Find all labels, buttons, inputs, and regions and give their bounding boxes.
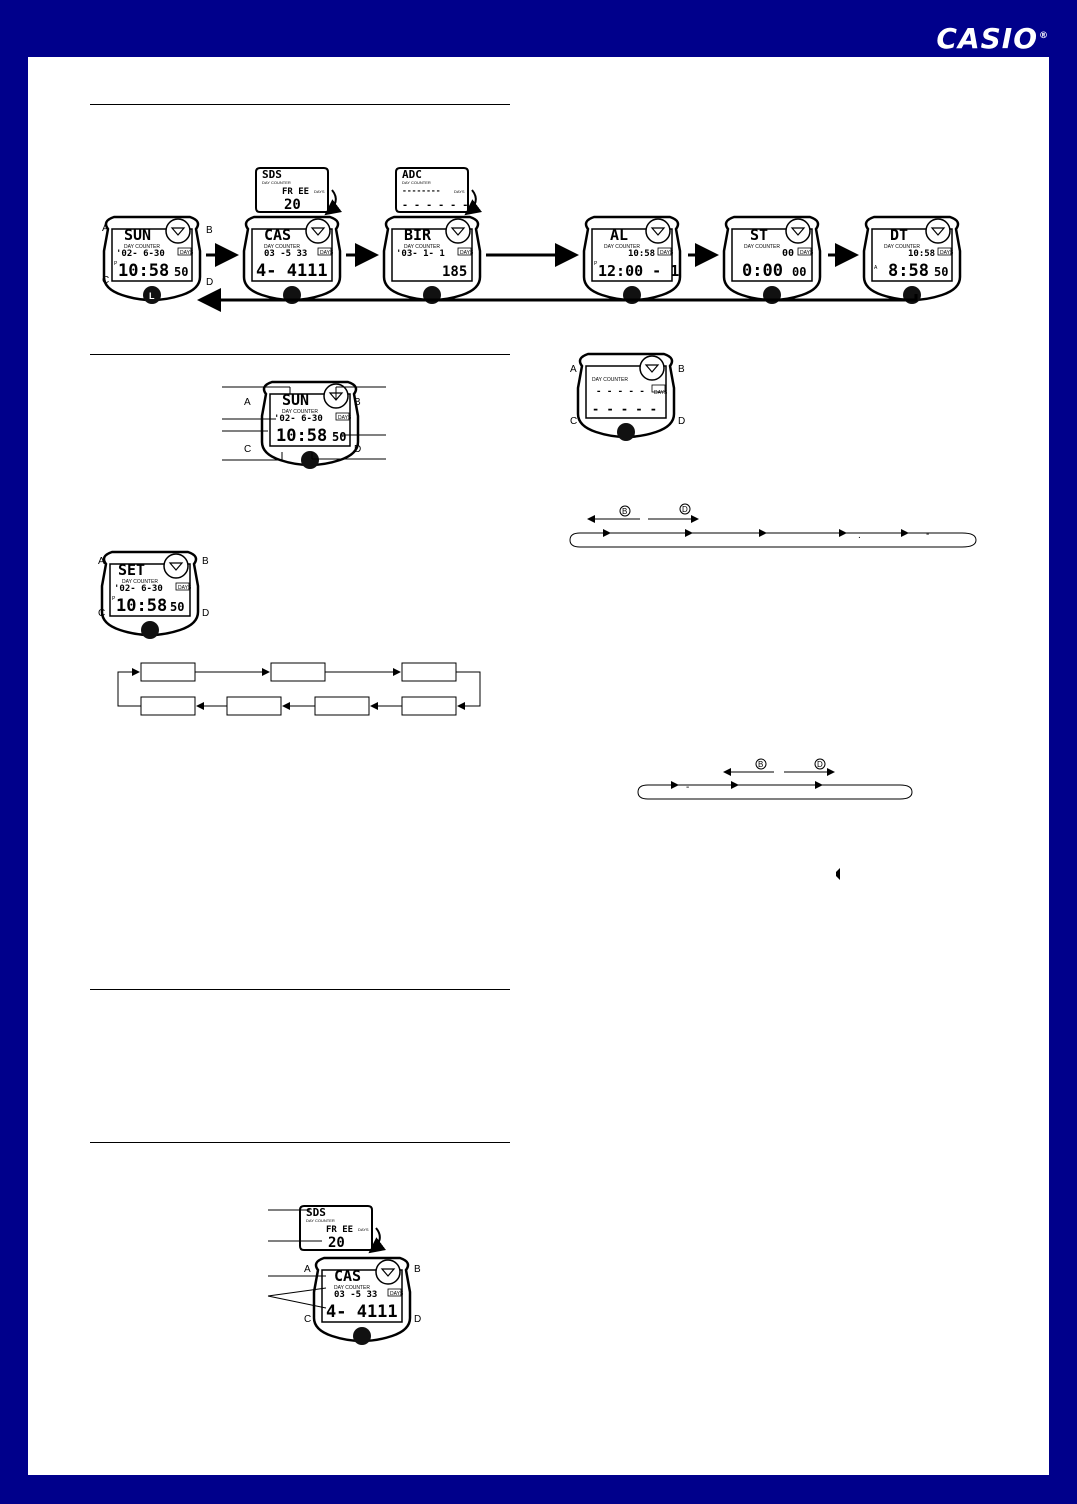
svg-text:DAYS: DAYS [338, 415, 352, 421]
svg-text:SDS: SDS [306, 1206, 326, 1219]
watch-dual-time [864, 217, 960, 304]
svg-text:DAYS: DAYS [660, 250, 674, 256]
svg-text:A: A [874, 265, 878, 271]
svg-text:00: 00 [782, 248, 795, 259]
svg-text:P: P [112, 596, 116, 602]
svg-text:10:58: 10:58 [908, 249, 936, 259]
svg-text:ST: ST [750, 226, 769, 244]
svg-text:20: 20 [328, 1235, 345, 1251]
light-button-label: L [149, 291, 155, 301]
sds-popup-bottom [300, 1206, 380, 1252]
svg-text:DAY COUNTER: DAY COUNTER [264, 244, 300, 250]
svg-text:--------: -------- [402, 186, 441, 195]
svg-text:10:58: 10:58 [116, 596, 168, 616]
watch-timer [724, 217, 820, 304]
svg-text:DAY COUNTER: DAY COUNTER [744, 244, 780, 250]
svg-text:DAY COUNTER: DAY COUNTER [402, 180, 431, 185]
svg-text:CAS: CAS [264, 226, 292, 244]
button-b-label: B [622, 507, 628, 516]
svg-text:DAY COUNTER: DAY COUNTER [404, 244, 440, 250]
svg-text:- - - - - -: - - - - - - [402, 200, 469, 211]
watch-cas-bottom [304, 1258, 421, 1345]
svg-text:DAY COUNTER: DAY COUNTER [306, 1218, 335, 1223]
svg-text:50: 50 [170, 600, 185, 614]
time-display: 10:58 [118, 261, 170, 281]
loop-flow-1 [570, 504, 976, 547]
svg-text:DAY COUNTER: DAY COUNTER [282, 409, 318, 415]
svg-text:00: 00 [792, 265, 807, 279]
svg-text:A: A [304, 1264, 311, 1275]
button-d-label: D [206, 277, 214, 288]
svg-text:03 -5 33: 03 -5 33 [334, 1290, 378, 1300]
seconds-display: 50 [174, 265, 189, 279]
svg-text:- - - - -: - - - - - [592, 402, 658, 416]
svg-text:- - - - -: - - - - - [596, 387, 645, 397]
svg-text:B: B [678, 364, 685, 375]
flow-dash: - [686, 782, 690, 793]
svg-text:10:58: 10:58 [628, 249, 656, 259]
button-d-label: D [817, 760, 823, 769]
svg-text:10:58: 10:58 [276, 426, 328, 446]
watch-set-mode [98, 552, 209, 639]
svg-text:SDS: SDS [262, 168, 282, 181]
day-counter-label: DAY COUNTER [124, 244, 160, 250]
svg-text:BIR: BIR [404, 226, 432, 244]
svg-text:DAY COUNTER: DAY COUNTER [604, 244, 640, 250]
svg-text:0:00: 0:00 [742, 261, 783, 281]
svg-text:DAYS: DAYS [390, 1291, 404, 1297]
watch-birthday [384, 217, 480, 304]
set-flow-diagram [118, 663, 480, 715]
svg-text:SET: SET [118, 561, 146, 579]
svg-text:4- 4111: 4- 4111 [256, 261, 328, 281]
svg-text:DAY COUNTER: DAY COUNTER [122, 579, 158, 585]
watch-alarm [584, 217, 680, 304]
svg-text:185: 185 [442, 264, 468, 280]
svg-text:DAYS: DAYS [800, 250, 814, 256]
button-b-label: B [206, 225, 213, 236]
svg-text:DAYS: DAYS [654, 390, 668, 396]
svg-text:DAYS: DAYS [460, 250, 474, 256]
svg-text:P: P [594, 261, 598, 267]
svg-text:C: C [570, 416, 578, 427]
svg-text:'03- 1- 1: '03- 1- 1 [396, 249, 445, 259]
button-b-label: B [354, 397, 361, 408]
svg-text:DAY COUNTER: DAY COUNTER [592, 377, 628, 383]
svg-text:SUN: SUN [282, 391, 310, 409]
loop-flow-2 [638, 759, 912, 799]
svg-text:FR EE: FR EE [282, 187, 310, 197]
svg-text:20: 20 [284, 197, 301, 213]
svg-text:DT: DT [890, 226, 909, 244]
svg-text:A: A [98, 556, 105, 567]
svg-text:50: 50 [934, 265, 949, 279]
svg-text:D: D [678, 416, 686, 427]
svg-text:C: C [304, 1314, 312, 1325]
date-display: '02- 6-30 [116, 249, 165, 259]
svg-text:DAY COUNTER: DAY COUNTER [884, 244, 920, 250]
svg-text:DAYS: DAYS [940, 250, 954, 256]
svg-text:50: 50 [332, 430, 347, 444]
svg-text:DAYS: DAYS [314, 189, 325, 194]
button-a-label: A [102, 223, 109, 234]
mode-title: SUN [124, 226, 152, 244]
speaker-icon [836, 868, 840, 880]
svg-text:DAY COUNTER: DAY COUNTER [334, 1285, 370, 1291]
watch-cas [244, 217, 340, 304]
flow-dash: - [926, 529, 930, 540]
watch-timekeeping [102, 217, 213, 304]
svg-text:A: A [570, 364, 577, 375]
svg-text:12:00 - 1: 12:00 - 1 [598, 262, 680, 280]
svg-text:DAYS: DAYS [178, 585, 192, 591]
watch-blank [570, 354, 685, 441]
button-c-label: C [102, 275, 110, 286]
adc-popup [396, 168, 476, 214]
button-c-label: C [244, 444, 252, 455]
svg-text:AL: AL [610, 226, 629, 244]
casio-logo: CASIO® [936, 22, 1049, 55]
button-d-label: D [682, 505, 688, 514]
flow-dot: . [858, 530, 861, 541]
svg-text:DAYS: DAYS [358, 1227, 369, 1232]
svg-text:03 -5 33: 03 -5 33 [264, 249, 308, 259]
svg-text:DAYS: DAYS [320, 250, 334, 256]
watch-labeled [262, 382, 358, 469]
svg-text:8:58: 8:58 [888, 261, 929, 281]
svg-text:DAYS: DAYS [454, 189, 465, 194]
svg-text:'02- 6-30: '02- 6-30 [274, 414, 323, 424]
days-label: DAYS [180, 250, 194, 256]
svg-text:C: C [98, 608, 106, 619]
svg-text:D: D [202, 608, 210, 619]
pm-indicator: P [114, 261, 118, 267]
button-a-label: A [244, 397, 251, 408]
svg-text:B: B [202, 556, 209, 567]
sds-popup [256, 168, 336, 214]
button-d-label: D [354, 444, 362, 455]
svg-text:4- 4111: 4- 4111 [326, 1302, 398, 1322]
svg-text:CAS: CAS [334, 1267, 362, 1285]
svg-text:'02- 6-30: '02- 6-30 [114, 584, 163, 594]
button-b-label: B [758, 760, 764, 769]
svg-text:D: D [414, 1314, 422, 1325]
svg-text:ADC: ADC [402, 168, 422, 181]
svg-text:DAY COUNTER: DAY COUNTER [262, 180, 291, 185]
svg-text:B: B [414, 1264, 421, 1275]
svg-text:FR EE: FR EE [326, 1225, 354, 1235]
